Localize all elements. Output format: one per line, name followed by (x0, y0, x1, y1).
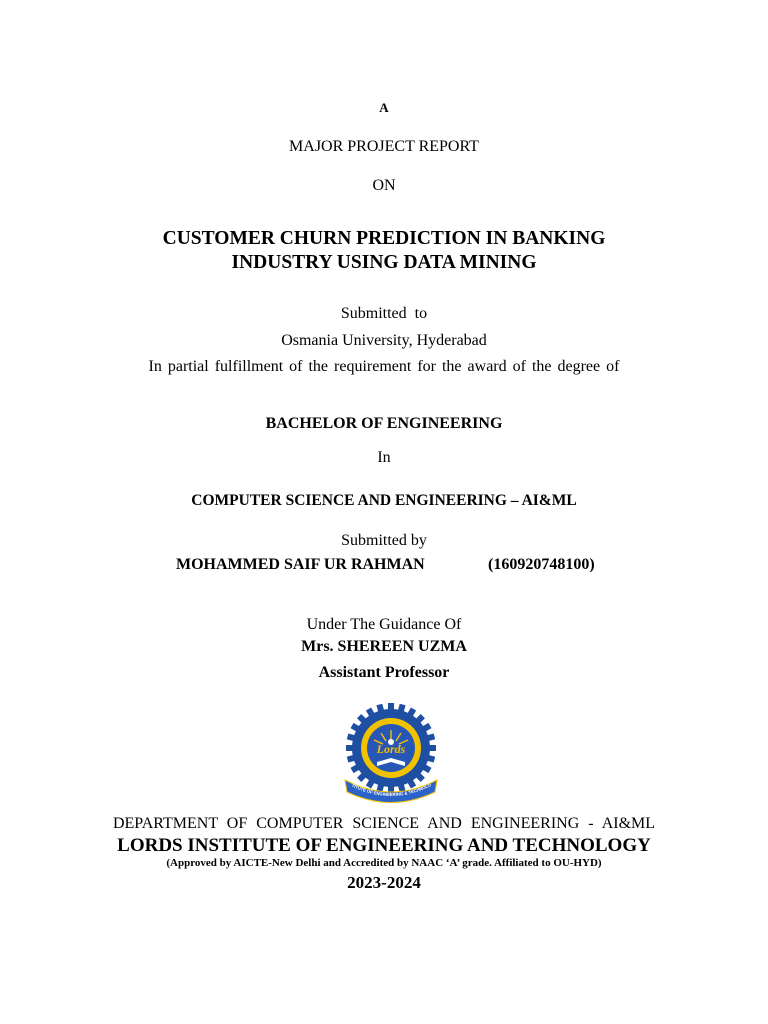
student-name: MOHAMMED SAIF UR RAHMAN (176, 556, 425, 573)
degree-name: BACHELOR OF ENGINEERING (265, 415, 503, 432)
in-label: In (377, 449, 391, 466)
student-roll-number: (160920748100) (488, 556, 595, 573)
submitted-to-label: Submitted to (340, 305, 428, 322)
logo-center-text: Lords (376, 742, 406, 756)
approval-statement: (Approved by AICTE-New Delhi and Accredited by NAAC ‘A’ grade. Affiliated to OU-HYD) (166, 857, 602, 869)
guidance-label: Under The Guidance Of (306, 616, 462, 633)
project-title-line-1: CUSTOMER CHURN PREDICTION IN BANKING (162, 228, 606, 249)
department-name: DEPARTMENT OF COMPUTER SCIENCE AND ENGINEERING - AI&ML (112, 815, 656, 832)
project-title-line-2: INDUSTRY USING DATA MINING (231, 252, 537, 273)
academic-year: 2023-2024 (347, 873, 421, 892)
on-label: ON (372, 177, 396, 194)
logo-ribbon-text: TITUTE OF ENGINEERING & TECHNOLO (350, 782, 432, 798)
guide-designation: Assistant Professor (318, 664, 450, 681)
submitted-by-label: Submitted by (341, 532, 427, 549)
article-a: A (379, 100, 389, 115)
report-type: MAJOR PROJECT REPORT (289, 138, 479, 155)
fulfillment-statement: In partial fulfillment of the requirement for the award of the degree of (148, 358, 620, 375)
institute-name: LORDS INSTITUTE OF ENGINEERING AND TECHNOLOGY (117, 835, 651, 856)
guide-name: Mrs. SHEREEN UZMA (301, 638, 467, 655)
university-name: Osmania University, Hyderabad (281, 332, 487, 349)
branch-name: COMPUTER SCIENCE AND ENGINEERING – AI&ML (191, 492, 577, 509)
institute-logo-icon (341, 700, 441, 805)
